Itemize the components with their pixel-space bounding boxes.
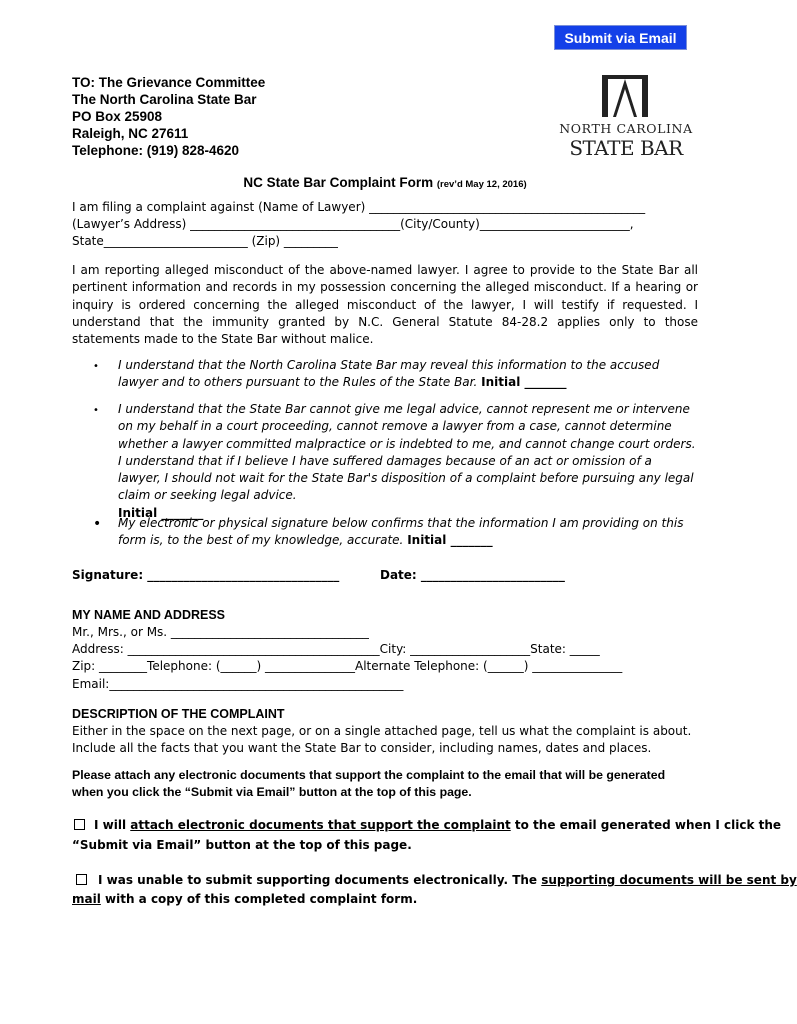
initial-field[interactable]: Initial _______ [481,375,567,390]
complainant-email-field[interactable]: Email:_________________________________________________ [72,677,404,691]
option-underlined-text: supporting documents will be sent by [541,873,797,887]
acknowledgement-3 [118,515,698,550]
address-line: PO Box 25908 [72,109,163,124]
lawyer-name-field[interactable]: I am filing a complaint against (Name of Lawyer) ______________________________________________ [72,200,646,214]
option-mail-documents-line2 [72,891,417,908]
signature-field[interactable]: Signature: ________________________________ [72,568,340,582]
address-line: Telephone: (919) 828-4620 [72,143,240,158]
address-line: The North Carolina State Bar [72,92,257,107]
address-line: Raleigh, NC 27611 [72,126,189,141]
description-heading: DESCRIPTION OF THE COMPLAINT [72,707,285,721]
attach-electronic-checkbox[interactable] [74,819,85,830]
bullet-dot: • [93,516,102,532]
complainant-name-field[interactable]: Mr., Mrs., or Ms. _________________________________ [72,625,369,639]
option-attach-electronic-line2: “Submit via Email” button at the top of this page. [72,838,412,852]
attach-note-line2: when you click the “Submit via Email” button at the top of this page. [72,785,472,799]
intro-paragraph: I am reporting alleged misconduct of the above-named lawyer. I agree to provide to the State Bar all pertinent information and records in my possession concerning the alleged misconduct. If a hearing or inquiry is ordered concerning the alleged misconduct of the lawyer, I will testify if requested. I understand that the immunity granted by N.C. General Statute 84-28.2 applies only to those statements made to the State Bar without malice. [72,263,698,347]
mail-documents-checkbox[interactable] [76,874,87,885]
acknowledgement-text: I understand that the State Bar cannot give me legal advice, cannot represent me or intervene on my behalf in a court proceeding, cannot remove a lawyer from a case, cannot determine whether a lawyer committed malpractice or is indebted to me, and cannot change court orders. I understand that if I believe I have suffered damages because of an act or omission of a lawyer, I should not wait for the State Bar's disposition of a complaint before pursuing any legal claim or seeking legal advice. [118,402,696,503]
complainant-address-field[interactable]: Address: __________________________________________City: ____________________State: _____ [72,642,600,656]
description-text: Either in the space on the next page, or on a single attached page, tell us what the complaint is about. Include all the facts that you want the State Bar to consider, including names, dates and places. [72,724,692,756]
option-attach-electronic [94,817,781,834]
lawyer-address-field[interactable]: (Lawyer’s Address) ___________________________________(City/County)_________________________, [72,217,634,231]
lawyer-state-zip-field[interactable]: State________________________ (Zip) _________ [72,234,338,248]
option-text: with a copy of this completed complaint form. [100,892,418,906]
state-bar-logo-icon [601,74,649,118]
submit-via-email-button[interactable]: Submit via Email [554,25,687,50]
option-text: to the email generated when I click the [510,818,782,832]
date-field[interactable]: Date: ________________________ [380,568,565,582]
initial-field[interactable]: Initial _______ [407,533,493,548]
logo-text-line1: NORTH CAROLINA [559,121,693,136]
acknowledgement-1 [118,357,698,392]
acknowledgement-text: My electronic or physical signature below confirms that the information I am providing on this form is, to the best of my knowledge, accurate. [118,516,684,548]
option-underlined-text: mail [72,892,101,906]
logo-text-line2: STATE BAR [569,136,683,160]
option-text: I will [94,818,131,832]
option-underlined-text: attach electronic documents that support the complaint [130,818,511,832]
acknowledgement-text: I understand that the North Carolina State Bar may reveal this information to the accused lawyer and to others pursuant to the Rules of the State Bar. [118,358,660,390]
address-line: TO: The Grievance Committee [72,75,266,90]
form-title [72,175,698,190]
complainant-phone-field[interactable]: Zip: ________Telephone: (______) _______________Alternate Telephone: (______) _______________ [72,659,623,673]
bullet-dot: • [93,361,99,372]
form-title-main: NC State Bar Complaint Form [243,175,434,190]
attach-note-line1: Please attach any electronic documents that support the complaint to the email that will be generated [72,768,666,782]
acknowledgement-2 [118,401,698,522]
option-text: I was unable to submit supporting documents electronically. The [98,873,542,887]
option-mail-documents [98,872,797,889]
my-name-heading: MY NAME AND ADDRESS [72,608,226,622]
initial-field[interactable]: Initial _______ [118,505,204,520]
form-revision-date: (rev’d May 12, 2016) [436,179,527,190]
bullet-dot: • [93,405,99,416]
recipient-address [72,74,265,159]
